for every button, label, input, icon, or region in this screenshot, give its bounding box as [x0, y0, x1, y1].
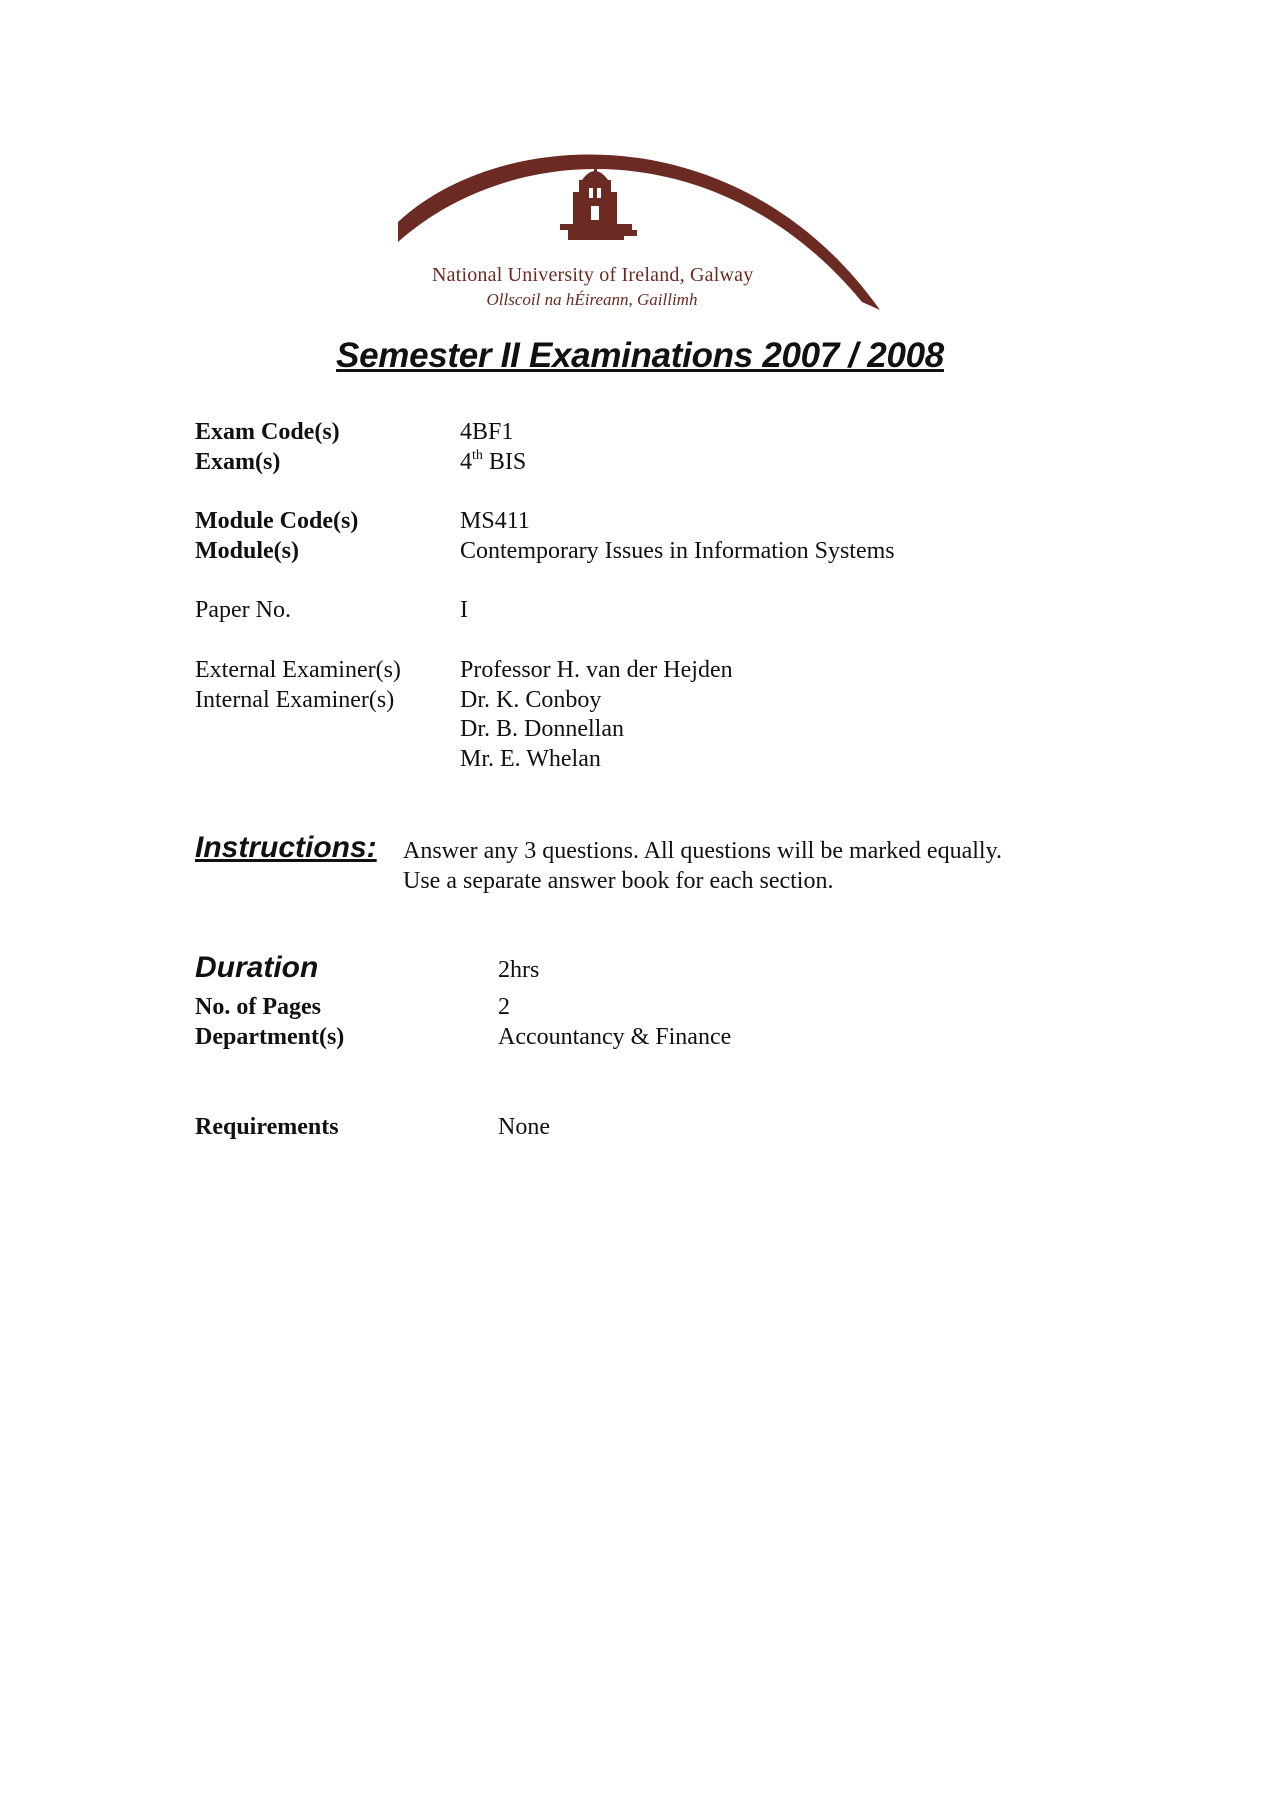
instruction-line: Answer any 3 questions. All questions will be marked equally. — [403, 838, 1003, 864]
internal-examiner-value: Dr. B. Donnellan — [460, 716, 624, 742]
university-name: National University of Ireland, Galway — [432, 264, 754, 286]
exam-number: 4 — [460, 449, 472, 475]
instruction-line: Use a separate answer book for each section. — [403, 868, 834, 894]
external-examiner-value: Professor H. van der Hejden — [460, 657, 733, 683]
exam-code-label: Exam Code(s) — [195, 419, 340, 445]
exam-value — [460, 447, 526, 477]
requirements-label: Requirements — [195, 1114, 339, 1140]
paper-label: Paper No. — [195, 597, 291, 623]
pages-label: No. of Pages — [195, 994, 321, 1020]
university-logo — [392, 150, 892, 315]
internal-examiner-label: Internal Examiner(s) — [195, 687, 395, 713]
instructions-heading: Instructions: — [195, 831, 377, 864]
requirements-value: None — [498, 1114, 550, 1140]
duration-value: 2hrs — [498, 957, 540, 983]
exam-suffix: th — [472, 448, 483, 463]
paper-value: I — [460, 597, 468, 623]
page-title: Semester II Examinations 2007 / 2008 — [336, 336, 944, 375]
module-label: Module(s) — [195, 538, 299, 564]
university-irish-name: Ollscoil na hÉireann, Gaillimh — [486, 290, 698, 309]
exam-label: Exam(s) — [195, 449, 281, 475]
exam-code-value: 4BF1 — [460, 419, 514, 445]
exam-name: BIS — [488, 449, 527, 475]
module-value: Contemporary Issues in Information Systems — [460, 538, 895, 564]
external-examiner-label: External Examiner(s) — [195, 657, 401, 683]
module-code-value: MS411 — [460, 508, 530, 534]
instructions-text — [403, 836, 1002, 896]
department-value: Accountancy & Finance — [498, 1024, 732, 1050]
module-code-label: Module Code(s) — [195, 508, 359, 534]
department-label: Department(s) — [195, 1024, 345, 1050]
duration-label: Duration — [195, 951, 319, 984]
internal-examiner-value: Mr. E. Whelan — [460, 746, 601, 772]
pages-value: 2 — [498, 994, 510, 1020]
internal-examiner-value: Dr. K. Conboy — [460, 687, 602, 713]
